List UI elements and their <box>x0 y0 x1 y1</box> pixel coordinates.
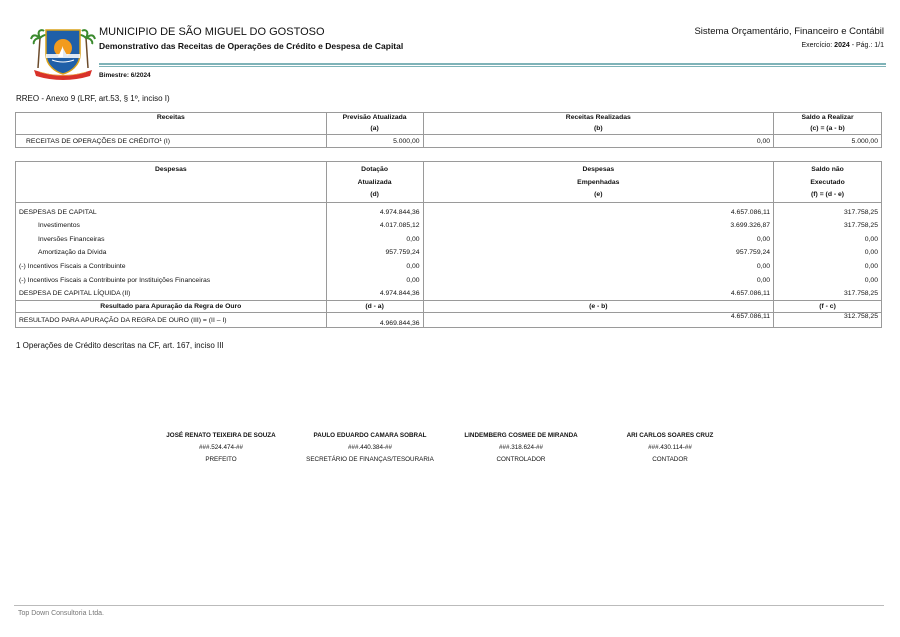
cell-value: 4.017.085,12 <box>326 219 423 233</box>
dotacao-header <box>326 162 423 203</box>
table-row <box>16 273 882 287</box>
signature-block <box>290 430 450 466</box>
signatory-name: PAULO EDUARDO CAMARA SOBRAL <box>313 432 427 439</box>
exercise-info <box>801 42 884 49</box>
cell-value: 0,00 <box>774 246 882 260</box>
footer-divider <box>14 605 884 606</box>
table-row <box>16 287 882 301</box>
row-label: Inversões Financeiras <box>16 233 327 247</box>
cell-value: 317.758,25 <box>774 287 882 301</box>
header-line: (e) <box>594 191 603 198</box>
cell-value: 5.000,00 <box>774 135 882 148</box>
system-name: Sistema Orçamentário, Financeiro e Contábil <box>694 26 884 37</box>
header-divider <box>99 63 886 67</box>
signatory-doc: ###.524.474-## <box>198 444 244 451</box>
header-line: Despesas <box>582 166 615 173</box>
realizadas-subheader: (b) <box>423 124 774 135</box>
cell-value: 4.657.086,11 <box>423 287 774 301</box>
previsao-header: Previsão Atualizada <box>326 113 423 124</box>
row-label: RESULTADO PARA APURAÇÃO DA REGRA DE OURO (III) = (II – I) <box>16 313 327 328</box>
table-row <box>16 260 882 274</box>
cell-value: 312.758,25 <box>774 313 882 328</box>
signatory-role: CONTROLADOR <box>496 456 546 463</box>
cell-value: 0,00 <box>423 260 774 274</box>
cell-value: 0,00 <box>326 273 423 287</box>
row-label: (-) Incentivos Fiscais a Contribuinte por Instituições Financeiras <box>16 273 327 287</box>
signatory-name: LINDEMBERG COSMEE DE MIRANDA <box>464 432 578 439</box>
regra-ouro-col-header: (f - c) <box>774 301 882 313</box>
signatory-role: PREFEITO <box>205 456 237 463</box>
cell-value: 0,00 <box>423 273 774 287</box>
cell-value: 317.758,25 <box>774 202 882 219</box>
cell-value: 5.000,00 <box>326 135 423 148</box>
cell-value: 3.699.326,87 <box>423 219 774 233</box>
cell-value: 0,00 <box>774 260 882 274</box>
signatory-doc: ###.430.114-## <box>648 444 692 451</box>
saldo-realizar-header: Saldo a Realizar <box>774 113 882 124</box>
row-label: DESPESAS DE CAPITAL <box>16 202 327 219</box>
cell-value: 4.969.844,36 <box>326 313 423 328</box>
signatory-name: JOSÉ RENATO TEIXEIRA DE SOUZA <box>166 432 276 439</box>
cell-value: 317.758,25 <box>774 219 882 233</box>
empenhadas-header <box>423 162 774 203</box>
table-row <box>16 313 882 328</box>
municipal-coat-of-arms-logo <box>30 24 96 80</box>
regra-ouro-col-header: (e - b) <box>423 301 774 313</box>
bimestre-label: Bimestre: 6/2024 <box>99 72 151 79</box>
row-label: (-) Incentivos Fiscais a Contribuinte <box>16 260 327 274</box>
municipality-name: MUNICIPIO DE SÃO MIGUEL DO GOSTOSO <box>99 26 325 38</box>
table-row <box>16 233 882 247</box>
saldo-nao-executado-header <box>774 162 882 203</box>
cell-value: 0,00 <box>774 233 882 247</box>
header-line: Empenhadas <box>577 178 620 186</box>
table-row <box>16 246 882 260</box>
despesas-header <box>16 162 327 203</box>
header-line: (f) = (d - e) <box>811 191 845 198</box>
row-label: RECEITAS DE OPERAÇÕES DE CRÉDITO¹ (I) <box>16 135 327 148</box>
previsao-subheader: (a) <box>326 124 423 135</box>
cell-value: 0,00 <box>423 233 774 247</box>
cell-value: 4.974.844,36 <box>326 202 423 219</box>
cell-value: 4.657.086,11 <box>423 202 774 219</box>
header-line: Executado <box>810 178 845 186</box>
report-title: Demonstrativo das Receitas de Operações de Crédito e Despesa de Capital <box>99 41 404 51</box>
footnote: 1 Operações de Crédito descritas na CF, art. 167, inciso III <box>16 341 224 350</box>
row-label: Investimentos <box>16 219 327 233</box>
header-line: Atualizada <box>357 178 392 186</box>
signatory-doc: ###.318.624-## <box>498 444 544 451</box>
regra-ouro-col-header: (d - a) <box>326 301 423 313</box>
signature-block <box>590 430 750 466</box>
exercise-value: 2024 <box>834 42 850 49</box>
table-row <box>16 219 882 233</box>
signatory-role: CONTADOR <box>652 456 688 463</box>
despesas-table <box>15 161 882 328</box>
cell-value: 0,00 <box>326 233 423 247</box>
header-line: Despesas <box>154 166 187 173</box>
saldo-realizar-subheader: (c) = (a - b) <box>774 124 882 135</box>
receitas-header: Receitas <box>16 113 327 124</box>
receitas-subheader <box>16 124 327 135</box>
cell-value: 4.657.086,11 <box>423 313 774 328</box>
exercise-label: Exercício: <box>801 42 833 49</box>
signature-block <box>141 430 301 466</box>
signature-block <box>441 430 601 466</box>
signatory-name: ARI CARLOS SOARES CRUZ <box>626 432 714 439</box>
table-row <box>16 135 882 148</box>
header-line: Saldo não <box>811 166 844 173</box>
cell-value: 957.759,24 <box>423 246 774 260</box>
annex-title: RREO - Anexo 9 (LRF, art.53, § 1º, inciso I) <box>16 94 170 103</box>
signatory-role: SECRETÁRIO DE FINANÇAS/TESOURARIA <box>306 456 434 463</box>
table-row <box>16 202 882 219</box>
footer-credit: Top Down Consultoria Ltda. <box>18 610 104 617</box>
row-label: DESPESA DE CAPITAL LÍQUIDA (II) <box>16 287 327 301</box>
cell-value: 0,00 <box>326 260 423 274</box>
cell-value: 957.759,24 <box>326 246 423 260</box>
cell-value: 0,00 <box>774 273 882 287</box>
page-indicator: - Pág.: 1/1 <box>851 42 884 49</box>
cell-value: 0,00 <box>423 135 774 148</box>
regra-ouro-header: Resultado para Apuração da Regra de Ouro <box>16 301 327 313</box>
row-label: Amortização da Dívida <box>16 246 327 260</box>
header-line: (d) <box>370 191 379 198</box>
header-line: Dotação <box>361 166 388 173</box>
cell-value: 4.974.844,36 <box>326 287 423 301</box>
receitas-table <box>15 112 882 148</box>
realizadas-header: Receitas Realizadas <box>423 113 774 124</box>
signatory-doc: ###.440.384-## <box>347 444 393 451</box>
